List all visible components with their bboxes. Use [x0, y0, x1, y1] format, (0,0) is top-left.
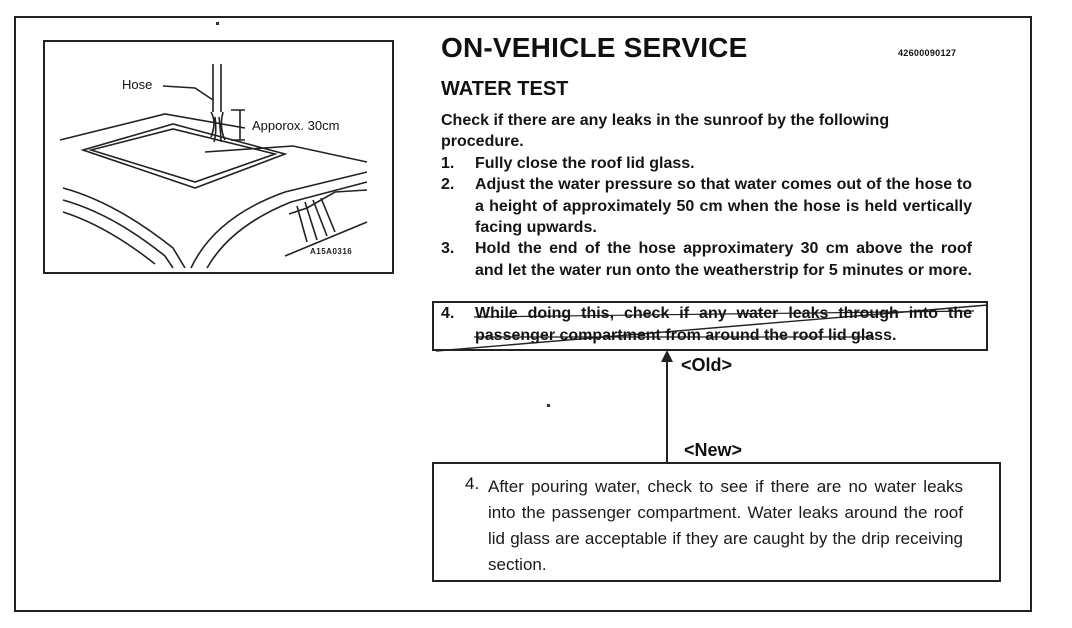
document-code: 42600090127 [898, 48, 957, 58]
new-step-number: 4. [465, 474, 480, 493]
arrow-line [666, 360, 668, 462]
intro-paragraph: Check if there are any leaks in the sunroof by the following procedure. [441, 112, 890, 150]
step-number: 2. [441, 176, 455, 193]
sunroof-illustration [43, 40, 394, 274]
step-number: 3. [441, 240, 455, 257]
height-label: Apporox. 30cm [252, 118, 340, 133]
figure-code: A15A0316 [310, 247, 353, 256]
old-label: <Old> [681, 355, 733, 375]
step-text: Fully close the roof lid glass. [475, 155, 695, 172]
step-text: Adjust the water pressure so that water comes out of the hose to a height of approximately 50 cm when the hose is held vertically facing upwards. [475, 176, 972, 236]
step-number: 1. [441, 155, 455, 172]
hose-label: Hose [122, 77, 153, 92]
new-step-text: After pouring water, check to see if there are no water leaks into the passenger compartment. Water leaks around the roof lid glass are acceptable if they are caught by the drip receiving section. [488, 477, 963, 574]
step-text: While doing this, check if any water leaks through into the passenger compartment from around the roof lid glass. [475, 305, 972, 344]
step-text: Hold the end of the hose approximatery 30 cm above the roof and let the water run onto the weatherstrip for 5 minutes or more. [475, 240, 972, 279]
sunroof-drawing [45, 42, 396, 276]
scan-speck [216, 22, 219, 25]
new-label: <New> [684, 440, 743, 460]
scan-speck [547, 404, 550, 407]
step-number: 4. [441, 305, 455, 322]
page-title: ON-VEHICLE SERVICE [441, 32, 748, 63]
section-title: WATER TEST [441, 78, 569, 100]
